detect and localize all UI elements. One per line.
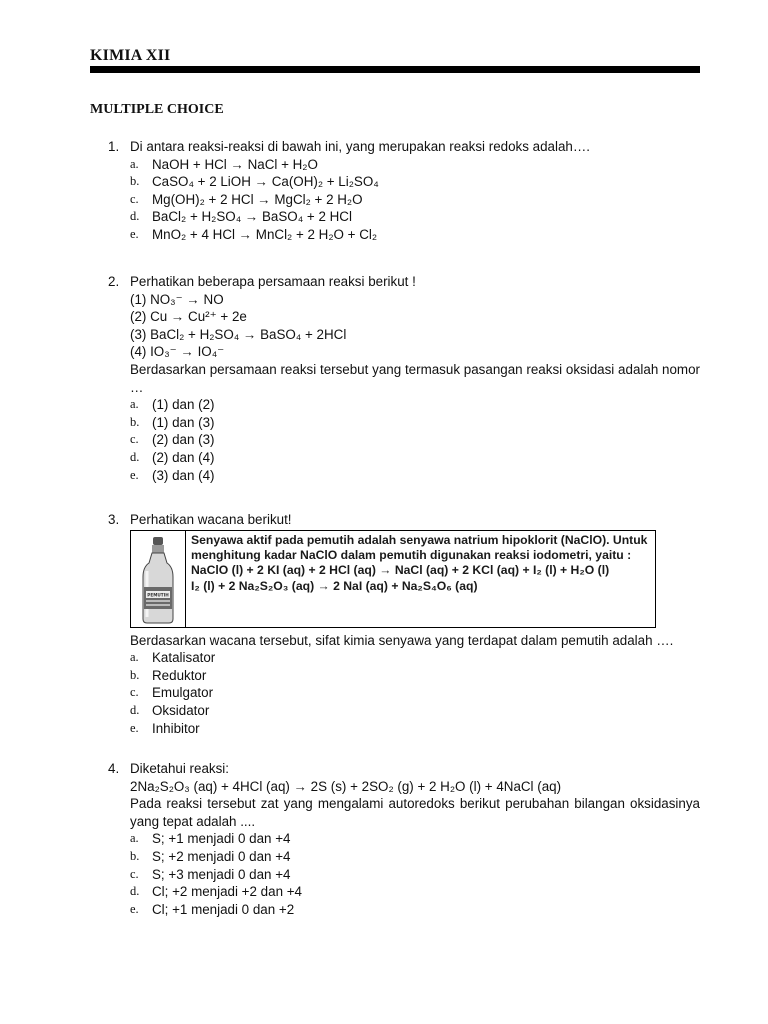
question-prompt: Berdasarkan wacana tersebut, sifat kimia senyawa yang terdapat dalam pemutih adalah ….	[130, 632, 674, 648]
question-stem: Di antara reaksi-reaksi di bawah ini, yang merupakan reaksi redoks adalah….	[130, 139, 590, 154]
option-d[interactable]: d. Oksidator	[130, 702, 210, 718]
option-c[interactable]: c. Emulgator	[130, 685, 214, 701]
option-d[interactable]: d. (2) dan (4)	[130, 449, 215, 465]
option-text: Inhibitor	[152, 720, 200, 736]
option-a[interactable]: a. S; +1 menjadi 0 dan +4	[130, 831, 291, 847]
option-b[interactable]: b. S; +2 menjadi 0 dan +4	[130, 848, 291, 864]
passage-line: menghitung kadar NaClO dalam pemutih digunakan reaksi iodometri, yaitu :	[191, 548, 632, 562]
option-a[interactable]: a. Katalisator	[130, 650, 216, 666]
bleach-bottle-icon	[131, 531, 185, 627]
header-divider	[90, 66, 700, 73]
option-text: Mg(OH)₂ + 2 HCl → MgCl₂ + 2 H₂O	[152, 191, 363, 207]
section-title: MULTIPLE CHOICE	[90, 102, 224, 117]
passage-text	[191, 533, 653, 595]
option-text: Oksidator	[152, 702, 210, 718]
question-stem: Perhatikan beberapa persamaan reaksi berikut !	[130, 274, 416, 289]
question-number: 1.	[108, 139, 120, 154]
bottle-label: PEMUTIH	[147, 592, 169, 598]
option-text: (2) dan (4)	[152, 449, 215, 465]
option-c[interactable]: c. S; +3 menjadi 0 dan +4	[130, 866, 291, 882]
option-text: (1) dan (3)	[152, 414, 215, 430]
question-stem: Diketahui reaksi:	[130, 761, 229, 776]
question-prompt: Pada reaksi tersebut zat yang mengalami autoredoks berikut perubahan bilangan oksidasinya yang tepat adalah ....	[130, 796, 700, 829]
option-text: BaCl₂ + H₂SO₄ → BaSO₄ + 2 HCl	[152, 209, 352, 225]
option-text: (1) dan (2)	[152, 397, 215, 413]
option-text: Cl; +1 menjadi 0 dan +2	[152, 901, 295, 917]
question-number: 4.	[108, 761, 120, 776]
option-text: Emulgator	[152, 685, 214, 701]
question-2	[108, 273, 700, 484]
option-text: S; +3 menjadi 0 dan +4	[152, 866, 291, 882]
option-e[interactable]: e. Cl; +1 menjadi 0 dan +2	[130, 901, 295, 917]
question-4	[108, 760, 700, 918]
option-a[interactable]: a. NaOH + HCl → NaCl + H₂O	[130, 156, 318, 172]
option-b[interactable]: b. CaSO₄ + 2 LiOH → Ca(OH)₂ + Li₂SO₄	[130, 174, 379, 190]
question-number: 2.	[108, 274, 120, 289]
document-header-title: KIMIA XII	[90, 47, 171, 64]
option-text: NaOH + HCl → NaCl + H₂O	[152, 156, 318, 172]
option-c[interactable]: c. (2) dan (3)	[130, 432, 215, 448]
option-text: S; +2 menjadi 0 dan +4	[152, 848, 291, 864]
option-text: Reduktor	[152, 667, 207, 683]
option-text: (2) dan (3)	[152, 432, 215, 448]
passage-line: I₂ (l) + 2 Na₂S₂O₃ (aq) → 2 NaI (aq) + Na₂S₄O₆ (aq)	[191, 578, 478, 593]
option-e[interactable]: e. Inhibitor	[130, 720, 200, 736]
option-e[interactable]: e. MnO₂ + 4 HCl → MnCl₂ + 2 H₂O + Cl₂	[130, 226, 378, 242]
question-1	[108, 138, 700, 244]
option-text: Katalisator	[152, 650, 216, 666]
option-text: S; +1 menjadi 0 dan +4	[152, 831, 291, 847]
option-b[interactable]: b. Reduktor	[130, 667, 207, 683]
option-text: CaSO₄ + 2 LiOH → Ca(OH)₂ + Li₂SO₄	[152, 174, 379, 190]
option-text: MnO₂ + 4 HCl → MnCl₂ + 2 H₂O + Cl₂	[152, 226, 378, 242]
question-prompt: Berdasarkan persamaan reaksi tersebut yang termasuk pasangan reaksi oksidasi adalah nomor …	[130, 361, 700, 395]
bleach-bottle-image	[131, 531, 186, 627]
question-number: 3.	[108, 512, 120, 527]
reaction-4: (4) IO₃⁻ → IO₄⁻	[130, 344, 225, 360]
reaction-3: (3) BaCl₂ + H₂SO₄ → BaSO₄ + 2HCl	[130, 326, 347, 342]
option-d[interactable]: d. Cl; +2 menjadi +2 dan +4	[130, 884, 303, 900]
option-b[interactable]: b. (1) dan (3)	[130, 414, 215, 430]
option-c[interactable]: c. Mg(OH)₂ + 2 HCl → MgCl₂ + 2 H₂O	[130, 191, 363, 207]
question-stem: Perhatikan wacana berikut!	[130, 512, 292, 527]
option-d[interactable]: d. BaCl₂ + H₂SO₄ → BaSO₄ + 2 HCl	[130, 209, 352, 225]
passage-line: Senyawa aktif pada pemutih adalah senyawa natrium hipoklorit (NaClO). Untuk	[191, 532, 648, 547]
option-text: Cl; +2 menjadi +2 dan +4	[152, 884, 303, 900]
passage-line: NaClO (l) + 2 KI (aq) + 2 HCl (aq) → NaCl (aq) + 2 KCl (aq) + I₂ (l) + H₂O (l)	[191, 563, 610, 578]
reaction-1: (1) NO₃⁻ → NO	[130, 291, 224, 307]
passage-box	[130, 530, 656, 628]
option-text: (3) dan (4)	[152, 467, 215, 483]
reaction-2: (2) Cu → Cu²⁺ + 2e	[130, 309, 247, 325]
option-e[interactable]: e. (3) dan (4)	[130, 467, 215, 483]
question-3	[108, 511, 700, 737]
reaction-equation: 2Na₂S₂O₃ (aq) + 4HCl (aq) → 2S (s) + 2SO₂ (g) + 2 H₂O (l) + 4NaCl (aq)	[130, 778, 562, 794]
option-a[interactable]: a. (1) dan (2)	[130, 397, 215, 413]
